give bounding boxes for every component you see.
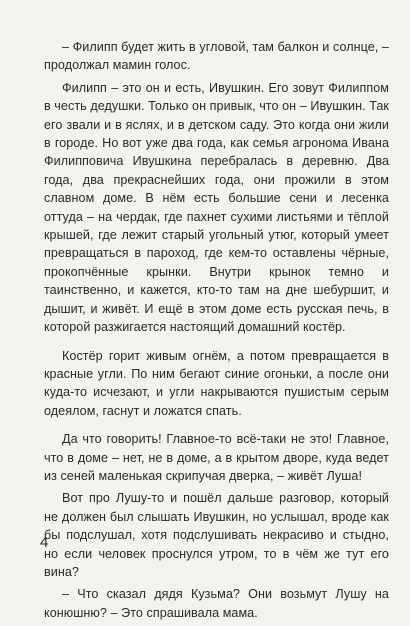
paragraph-4: Да что говорить! Главное-то всё-таки не это! Главное, что в доме – нет, не в доме, а в крытом дворе, куда ведет из сеней маленькая скрипучая дверка, – живёт Луша! — [44, 432, 389, 483]
paragraph-1: – Филипп будет жить в угловой, там балкон и солнце, – продолжал мамин голос. — [44, 40, 389, 73]
paragraph-2: Филипп – это он и есть, Ивушкин. Его зовут Филиппом в честь дедушки. Только он привык, что он – Ивушкин. Так его звали и в яслях, и в детском саду. Это когда они жили в городе. Но вот уже два года, как семья агронома Ивана Филипповича Ивушкина перебралась в деревню. Два года, два прекраснейших года, они прожили в этом славном доме. В нём есть большие сени и лесенка оттуда – на чердак, где пахнет сухими листьями и тёплой крышей, где лежит старый угольный утюг, который умеет превращаться в пароход, где кем-то оставлены чёрные, прокопчённые крынки. Внутри крынок темно и таинственно, и кажется, кто-то там на дне шебуршит, и дышит, и живёт. И ещё в этом доме есть русская печь, в которой разжигается настоящий домашний костёр. — [44, 80, 389, 335]
text-body — [44, 38, 389, 626]
paragraph-5: Вот про Лушу-то и пошёл дальше разговор, который не должен был слышать Ивушкин, но услышал, вроде как бы подслушал, хотя подслушивать некрасиво и стыдно, но если человек проснулся утром, то в чём же тут его вина? — [44, 491, 389, 579]
paragraph-6: – Что сказал дядя Кузьма? Они возьмут Лушу на конюшню? – Это спрашивала мама. — [44, 587, 389, 620]
page-number: 4 — [40, 534, 49, 551]
paragraph-3: Костёр горит живым огнём, а потом превращается в красные угли. По ним бегают синие огоньки, а после они куда-то исчезают, и угли накрываются пушистым серым одеялом, гаснут и ложатся спать. — [44, 348, 389, 418]
